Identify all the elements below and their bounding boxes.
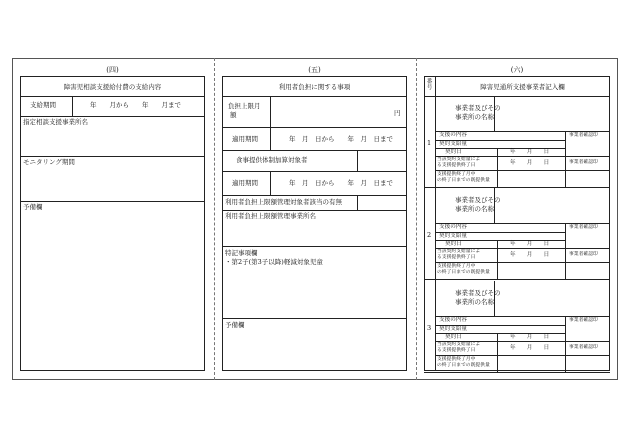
remain-label-1: 支援提供終了月中: [437, 264, 476, 269]
panel2-period1-label: 適用期間: [232, 135, 258, 143]
panel2-mgmt-applicable: 利用者負担上限額管理対象者該当の有無: [225, 198, 342, 206]
office-label-2: 事業所の名称: [455, 298, 494, 306]
remain-label-1: 支援提供終了月中: [437, 357, 476, 362]
contract-date-value: 年 月 日: [510, 149, 550, 155]
contract-date-label: 契約日: [445, 149, 462, 155]
end-date-value: 年 月 日: [510, 160, 550, 166]
amount-label: 契約支給量: [439, 326, 467, 332]
entry-number: 3: [427, 324, 432, 332]
support-label: 支援の内容: [439, 132, 467, 138]
office-label-2: 事業所の名称: [455, 205, 494, 213]
panel1-provider-label: 指定相談支援事業所名: [23, 118, 88, 126]
confirm-label: 事業者確認印: [569, 318, 598, 323]
end-label-1: 当該契約支給量によ: [437, 342, 481, 347]
panel1-reserve-label: 予備欄: [23, 203, 43, 211]
end-label-2: る支援提供終了日: [437, 163, 476, 168]
confirm-label: 事業者確認印: [569, 225, 598, 230]
panel2-reserve-label: 予備欄: [225, 321, 245, 329]
remain-label-2: の終了日までの既提供量: [437, 363, 490, 368]
fold-line-left: [214, 58, 215, 380]
end-label-2: る支援提供終了日: [437, 255, 476, 260]
contract-date-label: 契約日: [445, 334, 462, 340]
panel2-limit-label-1: 負担上限月: [228, 102, 261, 110]
entry-number: 1: [427, 139, 432, 147]
confirm-label: 事業者確認印: [569, 252, 598, 257]
support-label: 支援の内容: [439, 317, 467, 323]
panel2-special-label: 特記事項欄: [225, 249, 258, 257]
panel2-limit-unit: 円: [394, 109, 401, 117]
end-label-1: 当該契約支給量によ: [437, 157, 481, 162]
panel2-period2-label: 適用期間: [232, 179, 258, 187]
office-label-2: 事業所の名称: [455, 113, 494, 121]
panel2-meal-label: 食事提供体制加算対象者: [236, 156, 308, 164]
end-label-2: る支援提供終了日: [437, 348, 476, 353]
panel1-period-label: 支給期間: [30, 101, 56, 109]
fold-line-right: [416, 58, 417, 380]
contract-date-label: 契約日: [445, 241, 462, 247]
panel2-period2-value: 年 月 日から 年 月 日まで: [289, 179, 393, 187]
panel2-period1-value: 年 月 日から 年 月 日まで: [289, 135, 393, 143]
amount-label: 契約支給量: [439, 233, 467, 239]
panel2-title: 利用者負担に関する事項: [278, 83, 351, 91]
panel2-special-value: ・第2子(第3子以降)軽減対象児童: [225, 258, 323, 266]
panel1-monitoring-label: モニタリング期間: [23, 158, 75, 166]
panel1-title: 障害児相談支援給付費の支給内容: [63, 83, 162, 91]
office-label-1: 事業者及びその: [455, 104, 501, 112]
panel1-period-value: 年 月から 年 月まで: [90, 101, 181, 109]
office-label-1: 事業者及びその: [455, 289, 501, 297]
end-date-value: 年 月 日: [510, 345, 550, 351]
contract-date-value: 年 月 日: [510, 334, 550, 340]
panel2-number: (五): [308, 66, 321, 74]
panel3-title: 障害児通所支援事業者記入欄: [480, 83, 565, 91]
office-label-1: 事業者及びその: [455, 196, 501, 204]
panel3-col-number: 番号: [426, 79, 433, 91]
remain-label-1: 支援提供終了月中: [437, 172, 476, 177]
panel2-limit-label-2: 額: [230, 111, 237, 119]
end-label-1: 当該契約支給量によ: [437, 249, 481, 254]
panel2-mgmt-office: 利用者負担上限額管理事業所名: [225, 212, 316, 220]
panel1-number: (四): [106, 66, 119, 74]
remain-label-2: の終了日までの既提供量: [437, 178, 490, 183]
support-label: 支援の内容: [439, 224, 467, 230]
end-date-value: 年 月 日: [510, 252, 550, 258]
panel3-number: (六): [510, 66, 524, 74]
panel2-table: [222, 76, 407, 371]
contract-date-value: 年 月 日: [510, 241, 550, 247]
confirm-label: 事業者確認印: [569, 160, 598, 165]
amount-label: 契約支給量: [439, 141, 467, 147]
remain-label-2: の終了日までの既提供量: [437, 270, 490, 275]
confirm-label: 事業者確認印: [569, 133, 598, 138]
entry-number: 2: [427, 231, 432, 239]
confirm-label: 事業者確認印: [569, 345, 598, 350]
